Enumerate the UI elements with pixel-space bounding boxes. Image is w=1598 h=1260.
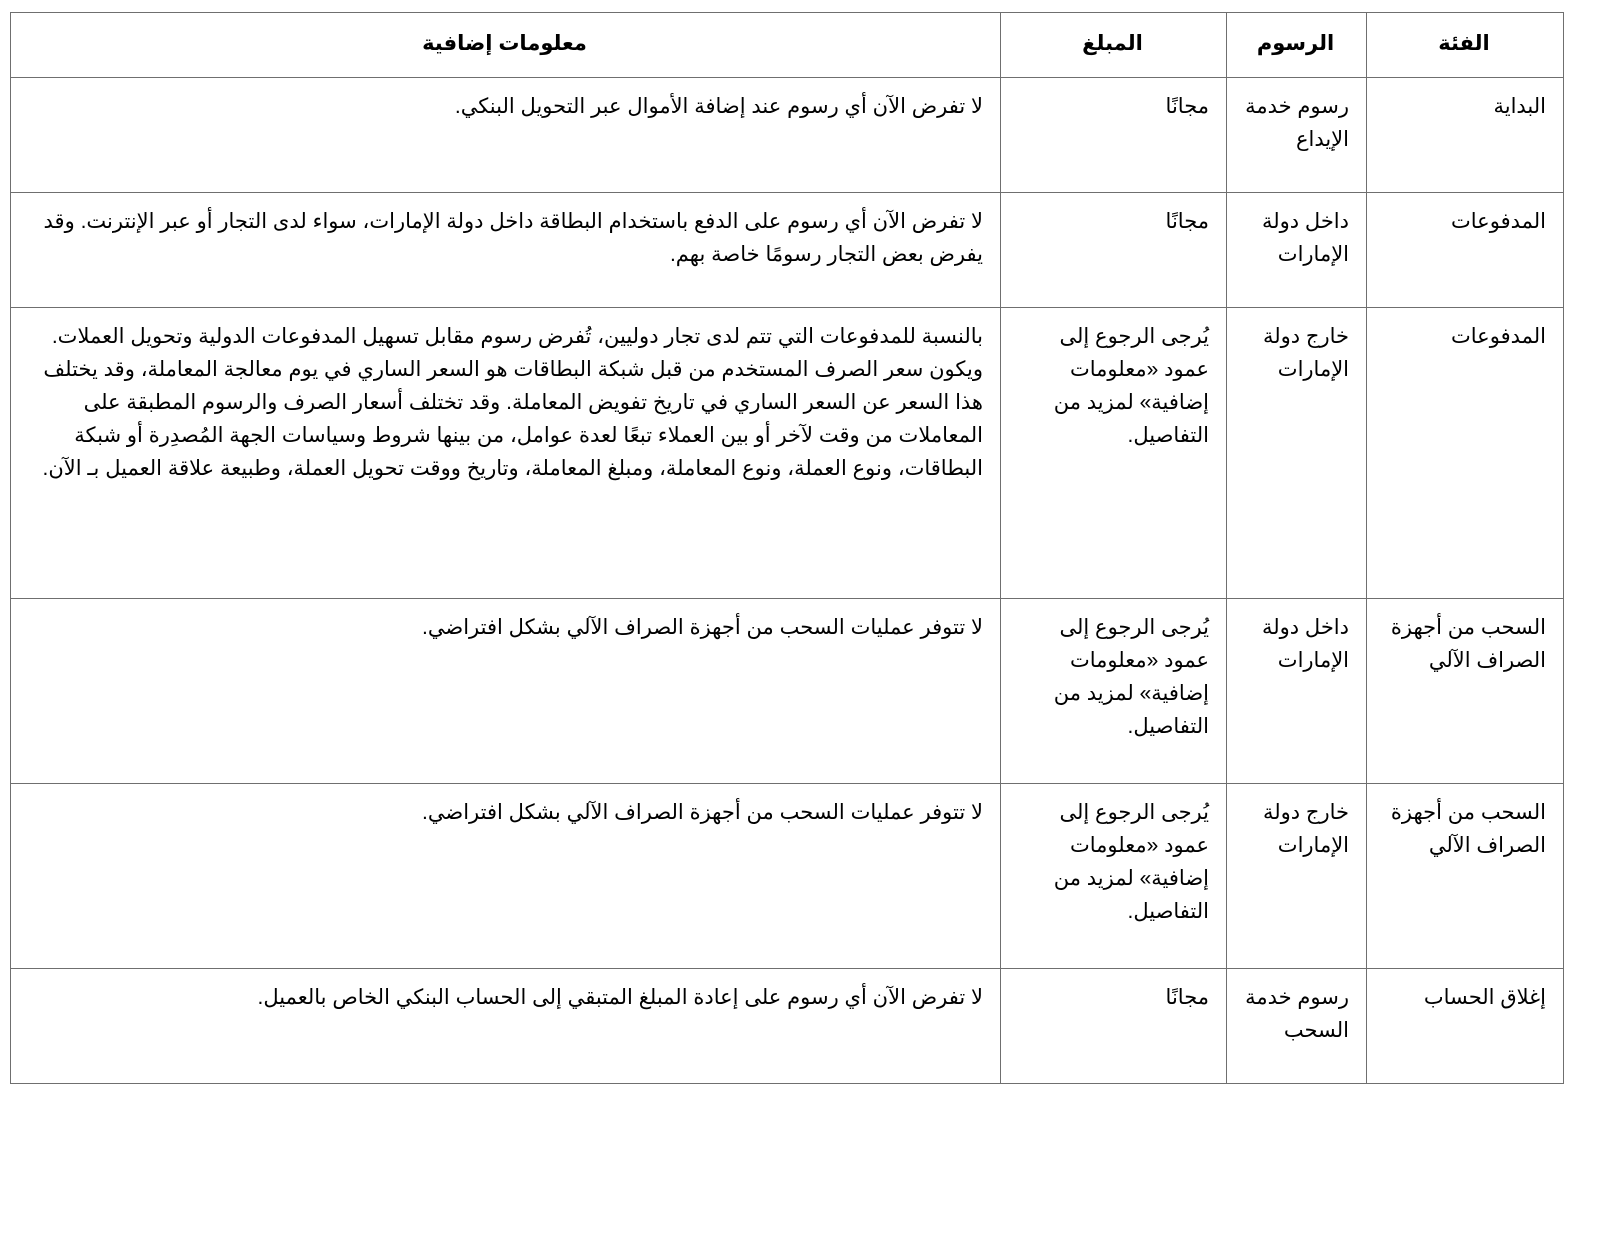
info-cell: لا تتوفر عمليات السحب من أجهزة الصراف الآلي بشكل افتراضي. <box>11 784 1001 969</box>
amount-cell: مجانًا <box>1001 969 1227 1084</box>
amount-cell: يُرجى الرجوع إلى عمود «معلومات إضافية» لمزيد من التفاصيل. <box>1001 784 1227 969</box>
category-cell: البداية <box>1367 78 1564 193</box>
info-cell: لا تتوفر عمليات السحب من أجهزة الصراف الآلي بشكل افتراضي. <box>11 599 1001 784</box>
fee-cell: رسوم خدمة الإيداع <box>1227 78 1367 193</box>
amount-cell: يُرجى الرجوع إلى عمود «معلومات إضافية» لمزيد من التفاصيل. <box>1001 599 1227 784</box>
table-row <box>11 193 1564 308</box>
header-additional-info: معلومات إضافية <box>11 13 1001 78</box>
header-amount: المبلغ <box>1001 13 1227 78</box>
fee-cell: خارج دولة الإمارات <box>1227 784 1367 969</box>
fees-table <box>10 12 1564 1084</box>
amount-cell: مجانًا <box>1001 193 1227 308</box>
info-cell: لا تفرض الآن أي رسوم على الدفع باستخدام البطاقة داخل دولة الإمارات، سواء لدى التجار أو عبر الإنترنت. وقد يفرض بعض التجار رسومًا خاصة بهم. <box>11 193 1001 308</box>
info-cell: بالنسبة للمدفوعات التي تتم لدى تجار دوليين، تُفرض رسوم مقابل تسهيل المدفوعات الدولية وتحويل العملات. ويكون سعر الصرف المستخدم من قبل شبكة البطاقات هو السعر الساري في يوم معالجة المعاملة، وقد يختلف هذا السعر عن السعر الساري في تاريخ تفويض المعاملة. وقد تختلف أسعار الصرف والرسوم المطبقة على المعاملات من وقت لآخر أو بين العملاء تبعًا لعدة عوامل، من بينها شروط وسياسات الجهة المُصدِرة أو شبكة البطاقات، ونوع العملة، ونوع المعاملة، ومبلغ المعاملة، وتاريخ ووقت تحويل العملة، وطبيعة علاقة العميل بـ الآن. <box>11 308 1001 599</box>
category-cell: السحب من أجهزة الصراف الآلي <box>1367 784 1564 969</box>
fee-cell: داخل دولة الإمارات <box>1227 599 1367 784</box>
info-cell: لا تفرض الآن أي رسوم على إعادة المبلغ المتبقي إلى الحساب البنكي الخاص بالعميل. <box>11 969 1001 1084</box>
info-cell: لا تفرض الآن أي رسوم عند إضافة الأموال عبر التحويل البنكي. <box>11 78 1001 193</box>
header-category: الفئة <box>1367 13 1564 78</box>
table-row <box>11 78 1564 193</box>
category-cell: المدفوعات <box>1367 193 1564 308</box>
table-header-row <box>11 13 1564 78</box>
table-row <box>11 599 1564 784</box>
fee-cell: رسوم خدمة السحب <box>1227 969 1367 1084</box>
category-cell: السحب من أجهزة الصراف الآلي <box>1367 599 1564 784</box>
fee-cell: داخل دولة الإمارات <box>1227 193 1367 308</box>
header-fee: الرسوم <box>1227 13 1367 78</box>
category-cell: المدفوعات <box>1367 308 1564 599</box>
table-row <box>11 784 1564 969</box>
table-row <box>11 308 1564 599</box>
amount-cell: مجانًا <box>1001 78 1227 193</box>
table-row <box>11 969 1564 1084</box>
category-cell: إغلاق الحساب <box>1367 969 1564 1084</box>
amount-cell: يُرجى الرجوع إلى عمود «معلومات إضافية» لمزيد من التفاصيل. <box>1001 308 1227 599</box>
fee-cell: خارج دولة الإمارات <box>1227 308 1367 599</box>
